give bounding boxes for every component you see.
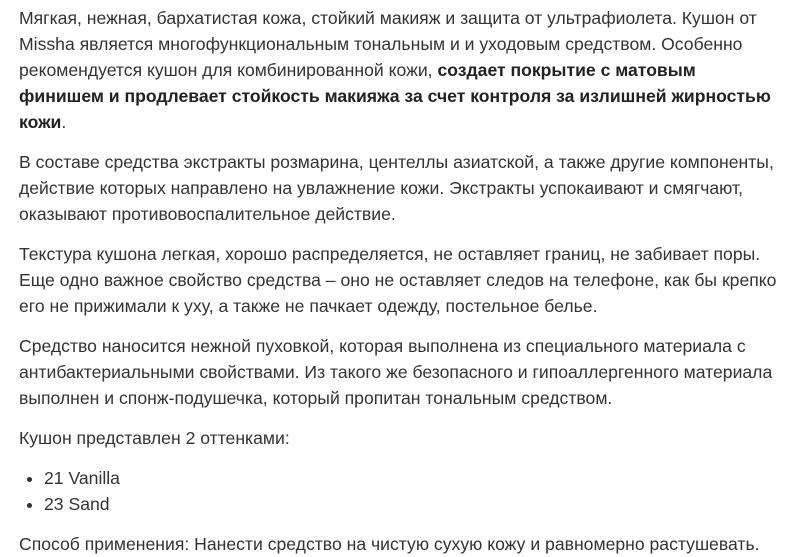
shades-intro: Кушон представлен 2 оттенками: — [19, 428, 290, 448]
texture-paragraph: Текстура кушона легкая, хорошо распределяется, не оставляет границ, не забивает поры. Еще одно важное свойство средства – оно не оставляет следов на телефоне, как бы крепко его не прижимали к уху, а также не пачкает одежду, постельное белье. — [19, 244, 777, 316]
application-tools-paragraph: Средство наносится нежной пуховкой, которая выполнена из специального материала с антибактериальными свойствами. Из такого же безопасного и гипоаллергенного материала выполнен и спонж-подушечка, который пропитан тональным средством. — [19, 336, 773, 408]
intro-paragraph — [19, 5, 782, 135]
shades-list — [19, 465, 782, 517]
shade-item-sand: • 23 Sand — [44, 491, 782, 517]
shade-item-vanilla: • 21 Vanilla — [44, 465, 782, 491]
usage-paragraph: Способ применения: Нанести средство на чистую сухую кожу и равномерно растушевать. — [19, 534, 760, 554]
intro-bold-text: создает покрытие с матовым финишем и продлевает стойкость макияжа за счет контроля за излишней жирностью кожи — [19, 60, 771, 132]
composition-paragraph: В составе средства экстракты розмарина, центеллы азиатской, а также другие компоненты, действие которых направлено на увлажнение кожи. Экстракты успокаивают и смягчают, оказывают противовоспалительное действие. — [19, 152, 774, 224]
intro-text: Мягкая, нежная, бархатистая кожа, стойкий макияж и защита от ультрафиолета. Кушон от Missha является многофункциональным тональным и и уходовым средством. Особенно рекомендуется кушон для комбинированной кожи, — [19, 8, 757, 80]
intro-period: . — [61, 112, 67, 132]
